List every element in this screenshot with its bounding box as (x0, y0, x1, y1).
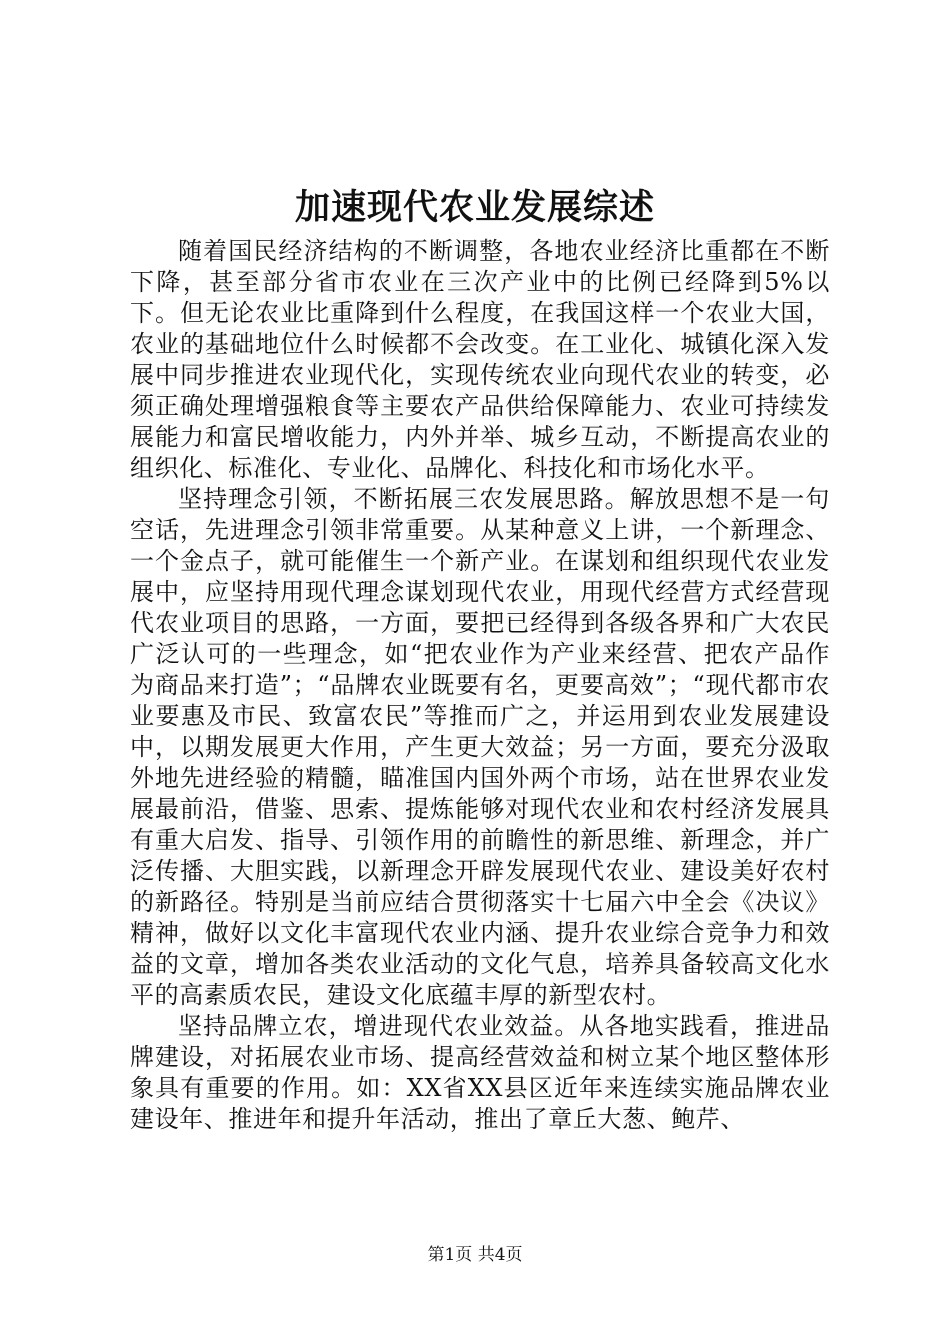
page-number-footer: 第1页 共4页 (427, 1245, 523, 1265)
paragraph-intro: 随着国民经济结构的不断调整，各地农业经济比重都在不断下降，甚至部分省市农业在三次产业中的比例已经降到5%以下。但无论农业比重降到什么程度，在我国这样一个农业大国，农业的基础地位什么时候都不会改变。在工业化、城镇化深入发展中同步推进农业现代化，实现传统农业向现代农业的转变，必须正确处理增强粮食等主要农产品供给保障能力、农业可持续发展能力和富民增收能力，内外并举、城乡互动，不断提高农业的组织化、标准化、专业化、品牌化、科技化和市场化水平。 (130, 237, 830, 482)
document-body (130, 236, 830, 1135)
document-title: 加速现代农业发展综述 (294, 187, 655, 228)
paragraph-brand-agriculture: 坚持品牌立农，增进现代农业效益。从各地实践看，推进品牌建设，对拓展农业市场、提高经营效益和树立某个地区整体形象具有重要的作用。如：XX省XX县区近年来连续实施品牌农业建设年、推进年和提升年活动，推出了章丘大葱、鲍芹、 (130, 1012, 830, 1133)
paragraph-concept-leadership: 坚持理念引领，不断拓展三农发展思路。解放思想不是一句空话，先进理念引领非常重要。从某种意义上讲，一个新理念、一个金点子，就可能催生一个新产业。在谋划和组织现代农业发展中，应坚持用现代理念谋划现代农业，用现代经营方式经营现代农业项目的思路，一方面，要把已经得到各级各界和广大农民广泛认可的一些理念，如“把农业作为产业来经营、把农产品作为商品来打造”；“品牌农业既要有名，更要高效”；“现代都市农业要惠及市民、致富农民”等推而广之，并运用到农业发展建设中，以期发展更大作用，产生更大效益；另一方面，要充分汲取外地先进经验的精髓，瞄准国内国外两个市场，站在世界农业发展最前沿，借鉴、思索、提炼能够对现代农业和农村经济发展具有重大启发、指导、引领作用的前瞻性的新思维、新理念，并广泛传播、大胆实践，以新理念开辟发展现代农业、建设美好农村的新路径。特别是当前应结合贯彻落实十七届六中全会《决议》精神，做好以文化丰富现代农业内涵、提升农业综合竞争力和效益的文章，增加各类农业活动的文化气息，培养具备较高文化水平的高素质农民，建设文化底蕴丰厚的新型农村。 (130, 485, 830, 1009)
